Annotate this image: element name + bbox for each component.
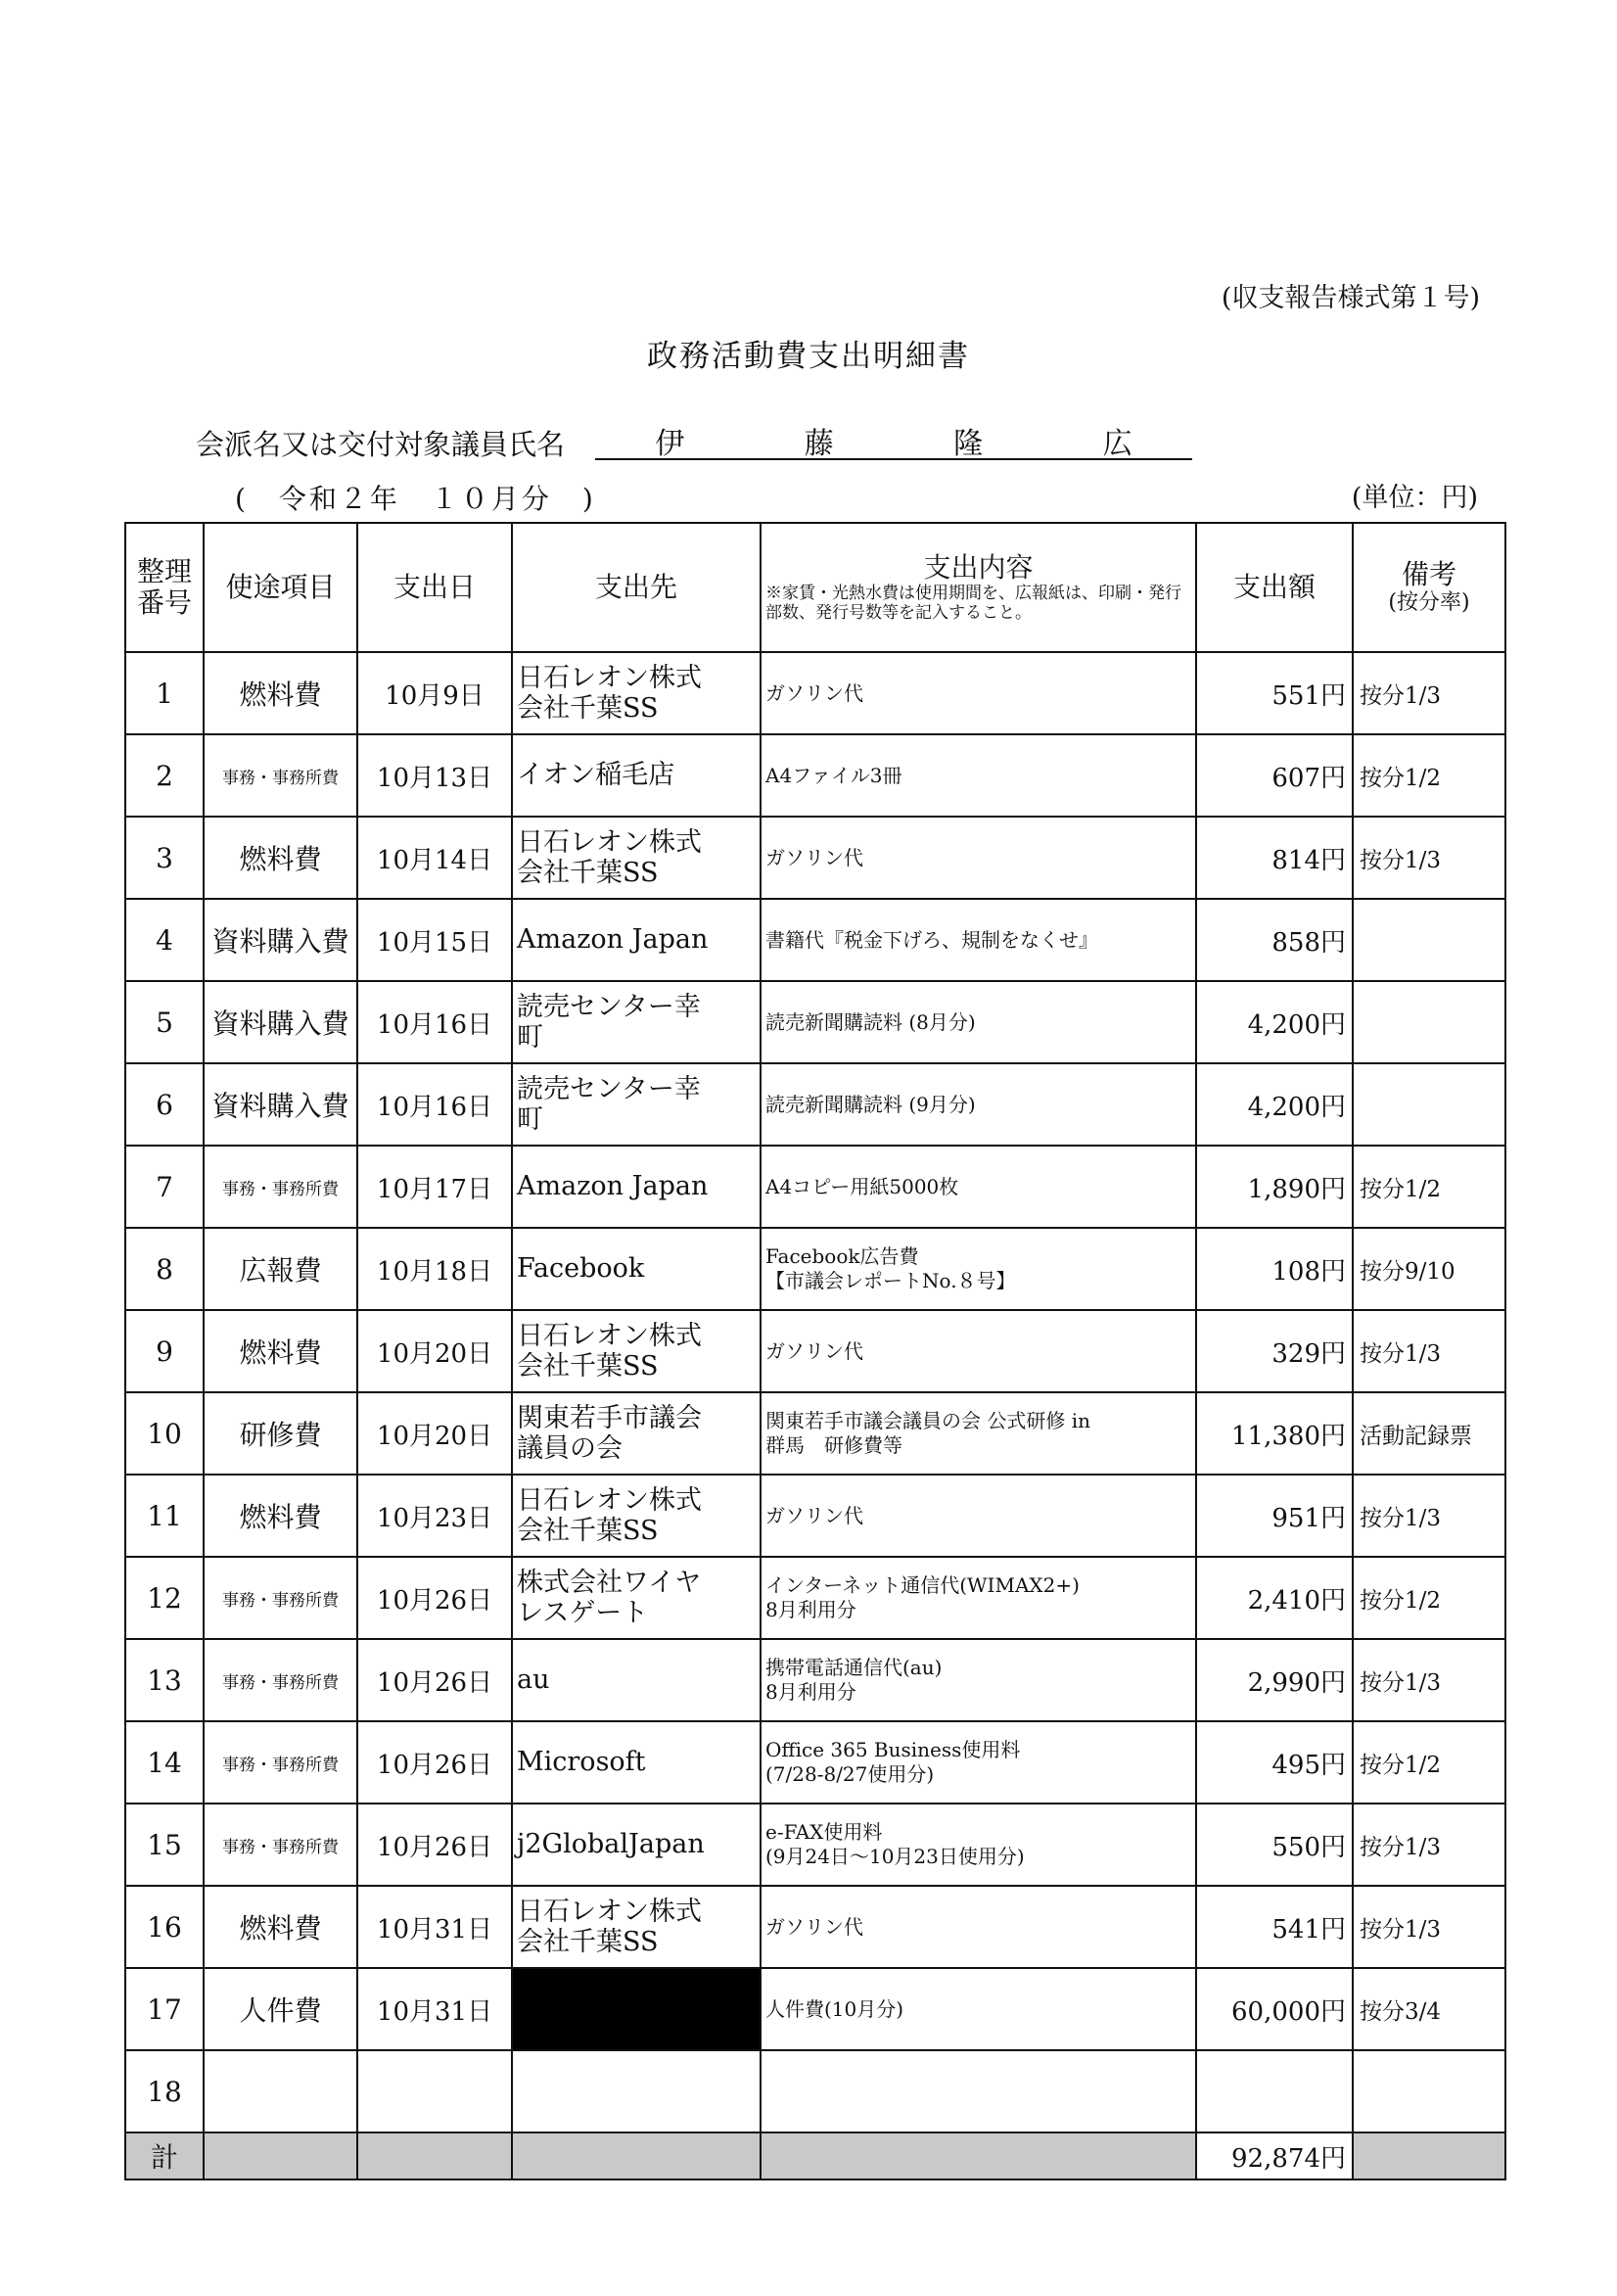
expense-amount: 541円 [1196, 1886, 1353, 1968]
table-row [125, 1886, 1505, 1968]
row-number: 6 [125, 1063, 204, 1146]
expense-description: ガソリン代 [761, 817, 1196, 899]
remarks-cell: 按分1/3 [1353, 1310, 1505, 1392]
remarks-cell: 按分1/2 [1353, 1721, 1505, 1804]
expense-amount: 814円 [1196, 817, 1353, 899]
expense-category: 事務・事務所費 [204, 1146, 357, 1228]
member-name [595, 419, 1192, 460]
expense-amount: 108円 [1196, 1228, 1353, 1310]
expense-category: 広報費 [204, 1228, 357, 1310]
remarks-cell [1353, 1063, 1505, 1146]
payee-cell: 日石レオン株式 会社千葉SS [512, 652, 761, 734]
expense-description: Office 365 Business使用料 (7/28-8/27使用分) [761, 1721, 1196, 1804]
expense-date: 10月26日 [357, 1721, 512, 1804]
expense-description: インターネット通信代(WIMAX2+) 8月利用分 [761, 1557, 1196, 1639]
expense-category: 燃料費 [204, 1475, 357, 1557]
table-row [125, 1557, 1505, 1639]
row-number: 17 [125, 1968, 204, 2050]
expense-amount: 4,200円 [1196, 981, 1353, 1063]
expense-amount: 951円 [1196, 1475, 1353, 1557]
total-label: 計 [125, 2132, 204, 2179]
total-shaded-cell [1353, 2132, 1505, 2179]
expense-date: 10月26日 [357, 1557, 512, 1639]
row-number: 2 [125, 734, 204, 817]
remarks-cell: 按分1/2 [1353, 1557, 1505, 1639]
payee-cell: 日石レオン株式 会社千葉SS [512, 1310, 761, 1392]
unit-label: (単位：円) [1351, 483, 1478, 513]
remarks-cell: 按分1/3 [1353, 1886, 1505, 1968]
expense-description: A4ファイル3冊 [761, 734, 1196, 817]
expense-date [357, 2050, 512, 2132]
expense-description: 読売新聞購読料 (8月分) [761, 981, 1196, 1063]
total-row [125, 2132, 1505, 2179]
expense-description: e-FAX使用料 (9月24日～10月23日使用分) [761, 1804, 1196, 1886]
header-remarks [1353, 523, 1505, 652]
row-number: 11 [125, 1475, 204, 1557]
row-number: 3 [125, 817, 204, 899]
expense-description: Facebook広告費 【市議会レポートNo.８号】 [761, 1228, 1196, 1310]
expense-category: 事務・事務所費 [204, 1639, 357, 1721]
row-number: 18 [125, 2050, 204, 2132]
row-number: 4 [125, 899, 204, 981]
table-row [125, 1639, 1505, 1721]
table-row [125, 981, 1505, 1063]
expense-category: 資料購入費 [204, 981, 357, 1063]
table-row [125, 1310, 1505, 1392]
expense-amount: 11,380円 [1196, 1392, 1353, 1475]
expense-category: 燃料費 [204, 1310, 357, 1392]
expense-date: 10月16日 [357, 1063, 512, 1146]
total-amount: 92,874円 [1196, 2132, 1353, 2179]
member-name-char: 隆 [953, 427, 984, 461]
table-row [125, 1475, 1505, 1557]
member-name-char: 広 [1102, 427, 1132, 461]
expense-date: 10月26日 [357, 1804, 512, 1886]
remarks-cell: 按分1/3 [1353, 817, 1505, 899]
period: ( 令和２年 １０月分 ) [235, 483, 596, 515]
expense-date: 10月9日 [357, 652, 512, 734]
total-shaded-cell [512, 2132, 761, 2179]
payee-cell: Amazon Japan [512, 1146, 761, 1228]
row-number: 1 [125, 652, 204, 734]
expense-category [204, 2050, 357, 2132]
table-row [125, 1392, 1505, 1475]
row-number: 10 [125, 1392, 204, 1475]
header-remarks-sub: (按分率) [1388, 590, 1470, 616]
remarks-cell [1353, 2050, 1505, 2132]
remarks-cell: 按分1/3 [1353, 1475, 1505, 1557]
payee-cell: 日石レオン株式 会社千葉SS [512, 817, 761, 899]
payee-cell: 日石レオン株式 会社千葉SS [512, 1886, 761, 1968]
expense-amount: 1,890円 [1196, 1146, 1353, 1228]
row-number: 16 [125, 1886, 204, 1968]
payee-cell: 関東若手市議会 議員の会 [512, 1392, 761, 1475]
row-number: 14 [125, 1721, 204, 1804]
expense-amount [1196, 2050, 1353, 2132]
payee-cell: Amazon Japan [512, 899, 761, 981]
expense-date: 10月31日 [357, 1886, 512, 1968]
table-row [125, 1146, 1505, 1228]
expense-table [124, 522, 1506, 2180]
expense-date: 10月14日 [357, 817, 512, 899]
expense-description: ガソリン代 [761, 1886, 1196, 1968]
expense-category: 燃料費 [204, 1886, 357, 1968]
payee-cell: au [512, 1639, 761, 1721]
expense-description: 書籍代『税金下げろ、規制をなくせ』 [761, 899, 1196, 981]
header-content [761, 523, 1196, 652]
row-number: 15 [125, 1804, 204, 1886]
total-shaded-cell [357, 2132, 512, 2179]
header-no: 整理 番号 [125, 523, 204, 652]
expense-description: 人件費(10月分) [761, 1968, 1196, 2050]
row-number: 12 [125, 1557, 204, 1639]
header-payee: 支出先 [512, 523, 761, 652]
expense-category: 事務・事務所費 [204, 1804, 357, 1886]
expense-description: 読売新聞購読料 (9月分) [761, 1063, 1196, 1146]
table-row [125, 1968, 1505, 2050]
expense-amount: 329円 [1196, 1310, 1353, 1392]
row-number: 9 [125, 1310, 204, 1392]
table-body [125, 652, 1505, 2179]
row-number: 7 [125, 1146, 204, 1228]
payee-cell: 読売センター幸 町 [512, 981, 761, 1063]
table-row [125, 1804, 1505, 1886]
row-number: 5 [125, 981, 204, 1063]
expense-amount: 2,410円 [1196, 1557, 1353, 1639]
remarks-cell: 按分1/3 [1353, 1639, 1505, 1721]
expense-category: 事務・事務所費 [204, 1557, 357, 1639]
expense-date: 10月13日 [357, 734, 512, 817]
document-title: 政務活動費支出明細書 [647, 339, 970, 374]
table-row [125, 652, 1505, 734]
payee-cell: j2GlobalJapan [512, 1804, 761, 1886]
expense-amount: 2,990円 [1196, 1639, 1353, 1721]
payee-cell: Facebook [512, 1228, 761, 1310]
expense-date: 10月20日 [357, 1392, 512, 1475]
expense-date: 10月20日 [357, 1310, 512, 1392]
remarks-cell: 活動記録票 [1353, 1392, 1505, 1475]
payee-cell: 日石レオン株式 会社千葉SS [512, 1475, 761, 1557]
payee-cell: イオン稲毛店 [512, 734, 761, 817]
header-row [125, 523, 1505, 652]
header-content-note: ※家賃・光熱水費は使用期間を、広報紙は、印刷・発行部数、発行号数等を記入すること。 [765, 583, 1181, 624]
table-row [125, 734, 1505, 817]
expense-date: 10月23日 [357, 1475, 512, 1557]
header-use: 使途項目 [204, 523, 357, 652]
payee-cell: Microsoft [512, 1721, 761, 1804]
table-row [125, 817, 1505, 899]
row-number: 8 [125, 1228, 204, 1310]
total-shaded-cell [761, 2132, 1196, 2179]
remarks-cell [1353, 981, 1505, 1063]
expense-date: 10月16日 [357, 981, 512, 1063]
payee-cell: 読売センター幸 町 [512, 1063, 761, 1146]
expense-description: ガソリン代 [761, 1310, 1196, 1392]
member-name-char: 伊 [655, 427, 685, 461]
expense-description [761, 2050, 1196, 2132]
remarks-cell: 按分1/3 [1353, 1804, 1505, 1886]
expense-description: ガソリン代 [761, 652, 1196, 734]
expense-amount: 4,200円 [1196, 1063, 1353, 1146]
expense-amount: 60,000円 [1196, 1968, 1353, 2050]
table-row [125, 1063, 1505, 1146]
expense-amount: 858円 [1196, 899, 1353, 981]
redacted-payee [512, 1968, 761, 2050]
expense-category: 資料購入費 [204, 899, 357, 981]
remarks-cell: 按分3/4 [1353, 1968, 1505, 2050]
expense-description: A4コピー用紙5000枚 [761, 1146, 1196, 1228]
expense-description: 携帯電話通信代(au) 8月利用分 [761, 1639, 1196, 1721]
expense-amount: 550円 [1196, 1804, 1353, 1886]
payee-cell: 株式会社ワイヤ レスゲート [512, 1557, 761, 1639]
expense-category: 事務・事務所費 [204, 734, 357, 817]
total-shaded-cell [204, 2132, 357, 2179]
expense-amount: 607円 [1196, 734, 1353, 817]
expense-amount: 495円 [1196, 1721, 1353, 1804]
form-number: (収支報告様式第１号) [1221, 283, 1480, 313]
member-name-char: 藤 [804, 427, 834, 461]
remarks-cell: 按分1/2 [1353, 1146, 1505, 1228]
payee-cell [512, 2050, 761, 2132]
table-row [125, 2050, 1505, 2132]
expense-date: 10月18日 [357, 1228, 512, 1310]
row-number: 13 [125, 1639, 204, 1721]
header-content-title: 支出内容 [923, 550, 1034, 584]
header-remarks-title: 備考 [1401, 558, 1456, 591]
remarks-cell: 按分1/3 [1353, 652, 1505, 734]
expense-category: 事務・事務所費 [204, 1721, 357, 1804]
expense-date: 10月17日 [357, 1146, 512, 1228]
remarks-cell: 按分9/10 [1353, 1228, 1505, 1310]
expense-category: 人件費 [204, 1968, 357, 2050]
remarks-cell [1353, 899, 1505, 981]
expense-description: ガソリン代 [761, 1475, 1196, 1557]
expense-description: 関東若手市議会議員の会 公式研修 in 群馬 研修費等 [761, 1392, 1196, 1475]
party-label: 会派名又は交付対象議員氏名 [196, 428, 566, 461]
table-row [125, 1228, 1505, 1310]
expense-category: 資料購入費 [204, 1063, 357, 1146]
table-row [125, 1721, 1505, 1804]
expense-category: 研修費 [204, 1392, 357, 1475]
expense-category: 燃料費 [204, 652, 357, 734]
expense-date: 10月15日 [357, 899, 512, 981]
header-date: 支出日 [357, 523, 512, 652]
expense-date: 10月26日 [357, 1639, 512, 1721]
header-amount: 支出額 [1196, 523, 1353, 652]
remarks-cell: 按分1/2 [1353, 734, 1505, 817]
table-row [125, 899, 1505, 981]
expense-category: 燃料費 [204, 817, 357, 899]
expense-amount: 551円 [1196, 652, 1353, 734]
expense-date: 10月31日 [357, 1968, 512, 2050]
